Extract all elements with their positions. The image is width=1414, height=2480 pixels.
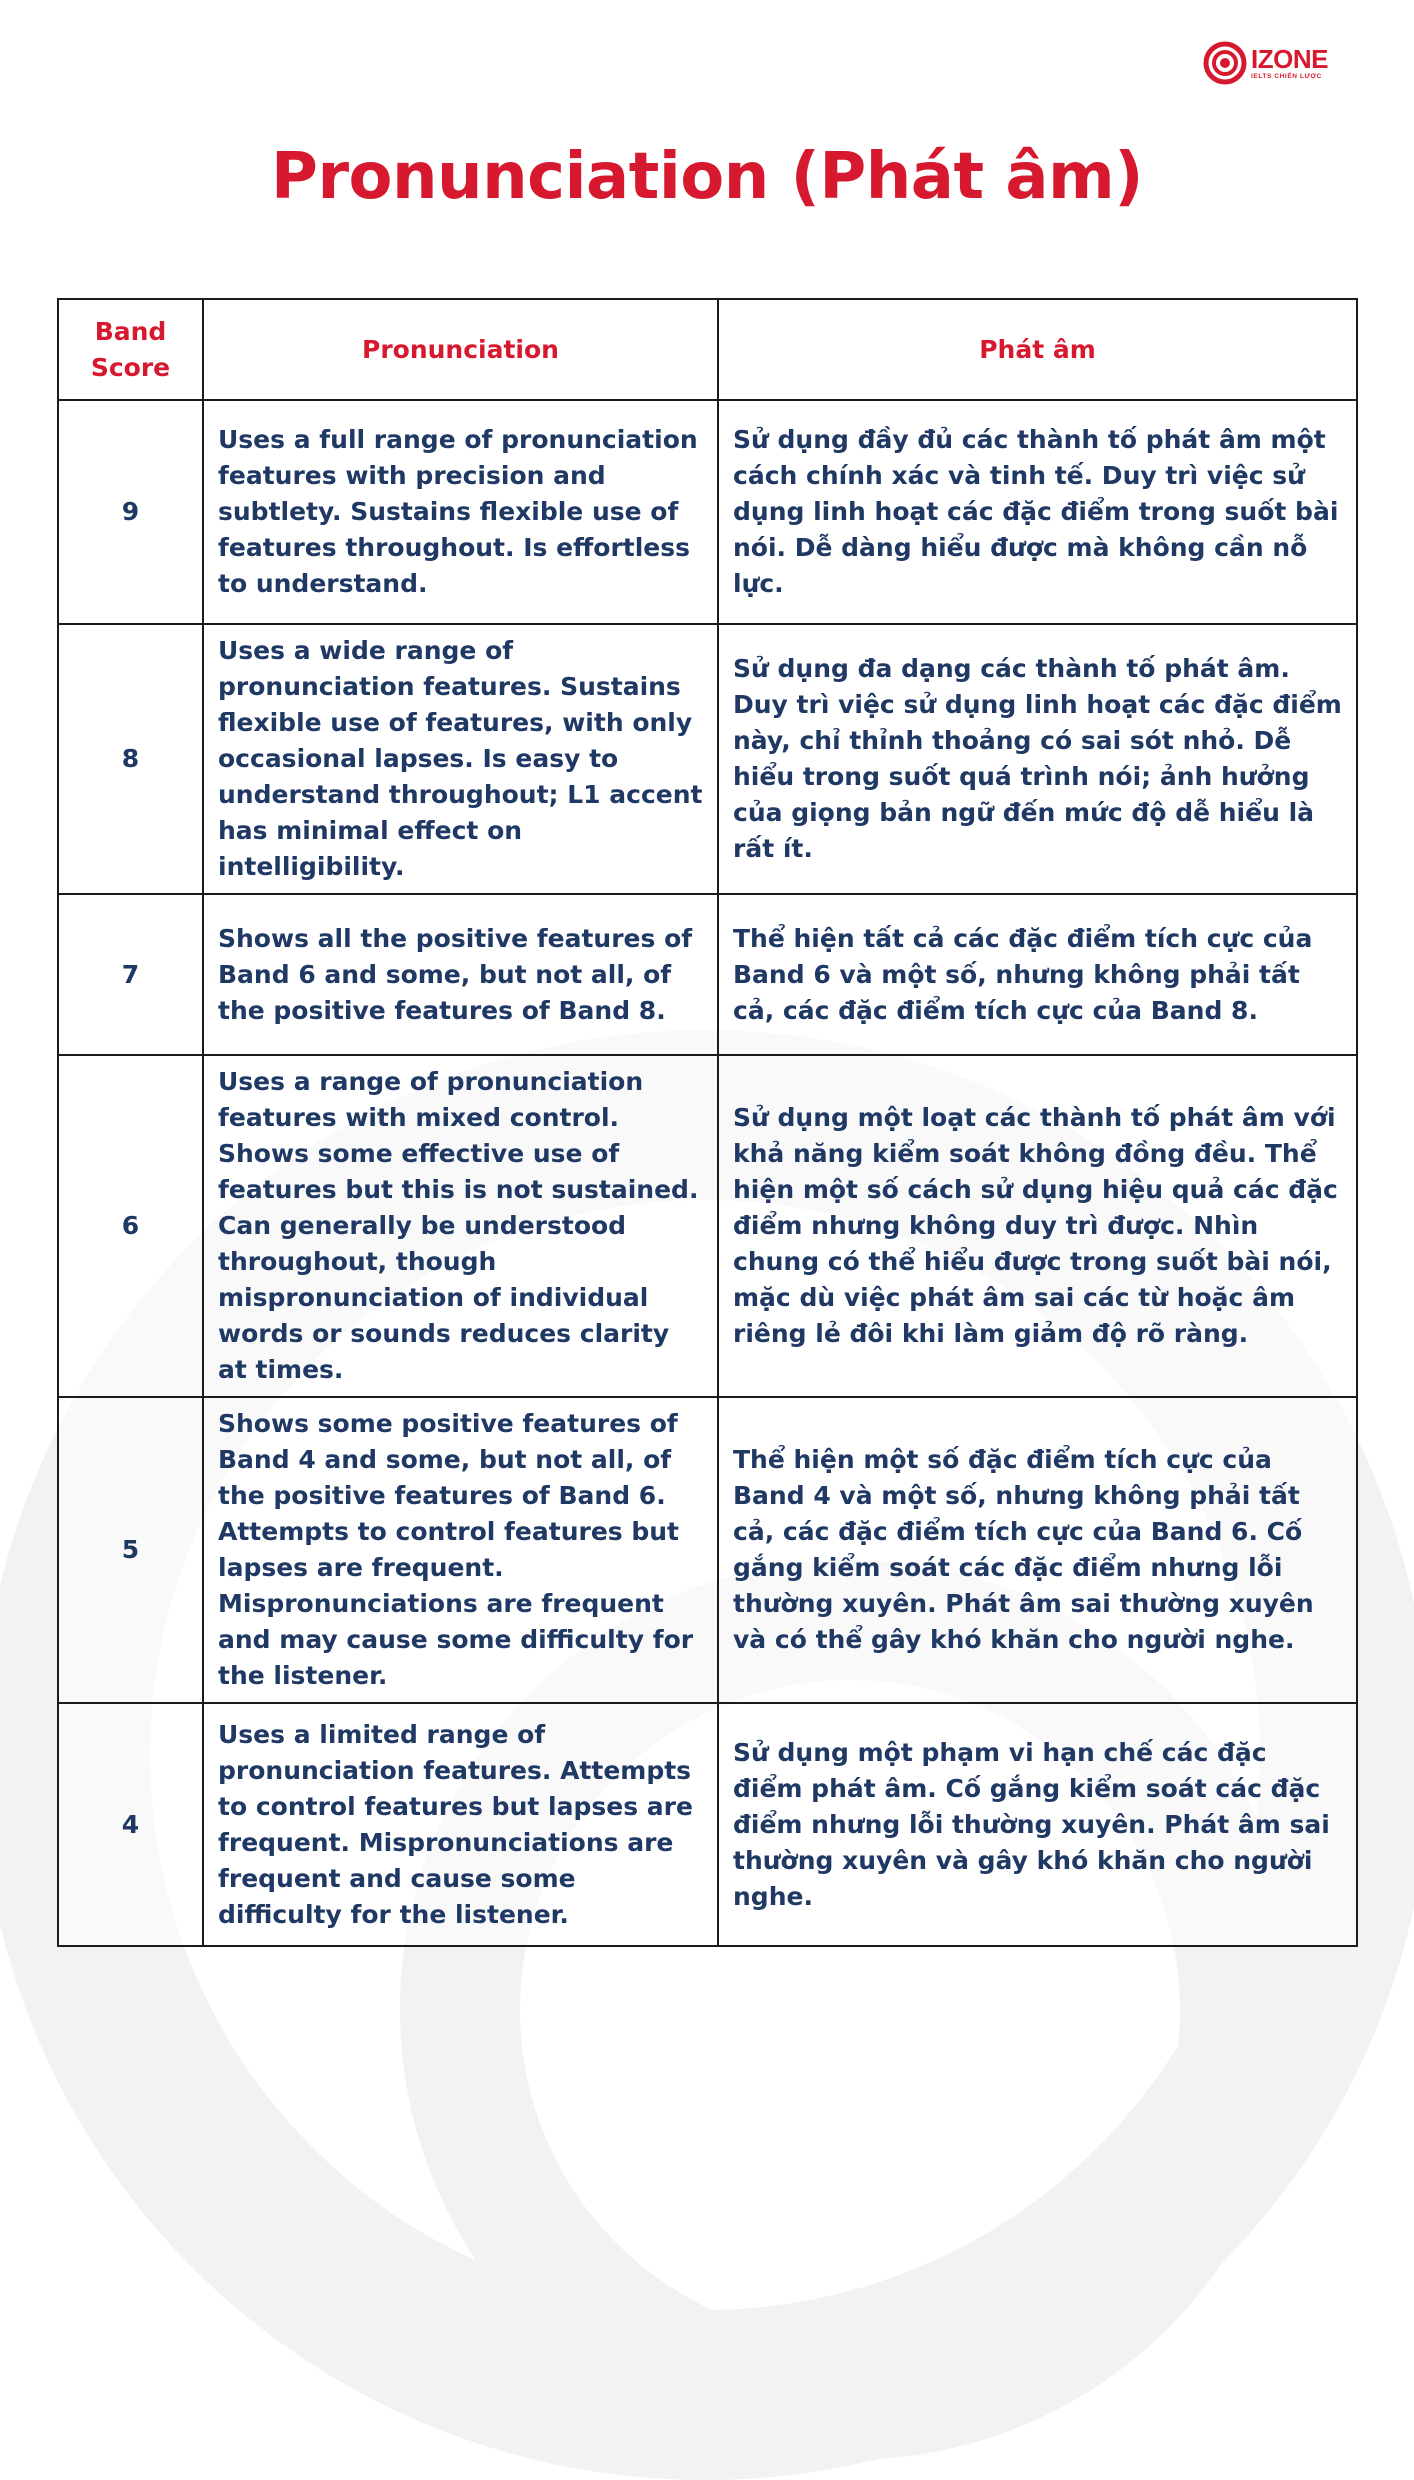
target-logo-icon — [1203, 41, 1247, 85]
izone-logo — [1203, 38, 1343, 88]
header-pronunciation: Pronunciation — [203, 299, 718, 400]
band-score-cell: 9 — [58, 400, 203, 624]
table-row — [58, 894, 1357, 1055]
band-score-cell: 7 — [58, 894, 203, 1055]
vietnamese-descriptor-cell: Sử dụng đầy đủ các thành tố phát âm một cách chính xác và tinh tế. Duy trì việc sử dụng linh hoạt các đặc điểm trong suốt bài nói. Dễ dàng hiểu được mà không cần nỗ lực. — [718, 400, 1357, 624]
band-score-cell: 6 — [58, 1055, 203, 1397]
vietnamese-descriptor-cell: Sử dụng một loạt các thành tố phát âm với khả năng kiểm soát không đồng đều. Thể hiện một số cách sử dụng hiệu quả các đặc điểm nhưng không duy trì được. Nhìn chung có thể hiểu được trong suốt bài nói, mặc dù việc phát âm sai các từ hoặc âm riêng lẻ đôi khi làm giảm độ rõ ràng. — [718, 1055, 1357, 1397]
header-band-score: Band Score — [58, 299, 203, 400]
band-score-cell: 4 — [58, 1703, 203, 1946]
table-row — [58, 1703, 1357, 1946]
vietnamese-descriptor-cell: Thể hiện tất cả các đặc điểm tích cực của Band 6 và một số, nhưng không phải tất cả, các đặc điểm tích cực của Band 8. — [718, 894, 1357, 1055]
table-row — [58, 400, 1357, 624]
header-phat-am: Phát âm — [718, 299, 1357, 400]
vietnamese-descriptor-cell: Thể hiện một số đặc điểm tích cực của Band 4 và một số, nhưng không phải tất cả, các đặc điểm tích cực của Band 6. Cố gắng kiểm soát các đặc điểm nhưng lỗi thường xuyên. Phát âm sai thường xuyên và có thể gây khó khăn cho người nghe. — [718, 1397, 1357, 1703]
page-title: Pronunciation (Phát âm) — [271, 140, 1143, 214]
table-row — [58, 1055, 1357, 1397]
table-row — [58, 624, 1357, 894]
english-descriptor-cell: Uses a wide range of pronunciation features. Sustains flexible use of features, with only occasional lapses. Is easy to understand throughout; L1 accent has minimal effect on intelligibility. — [203, 624, 718, 894]
table-header-row — [58, 299, 1357, 400]
logo-name: IZONE — [1251, 43, 1328, 74]
band-score-cell: 5 — [58, 1397, 203, 1703]
logo-tagline: IELTS CHIẾN LƯỢC — [1251, 72, 1322, 80]
vietnamese-descriptor-cell: Sử dụng đa dạng các thành tố phát âm. Duy trì việc sử dụng linh hoạt các đặc điểm này, chỉ thỉnh thoảng có sai sót nhỏ. Dễ hiểu trong suốt quá trình nói; ảnh hưởng của giọng bản ngữ đến mức độ dễ hiểu là rất ít. — [718, 624, 1357, 894]
band-descriptor-table — [57, 298, 1358, 1947]
table-row — [58, 1397, 1357, 1703]
english-descriptor-cell: Uses a full range of pronunciation features with precision and subtlety. Sustains flexible use of features throughout. Is effortless to understand. — [203, 400, 718, 624]
english-descriptor-cell: Uses a range of pronunciation features with mixed control. Shows some effective use of features but this is not sustained. Can generally be understood throughout, though mispronunciation of individual words or sounds reduces clarity at times. — [203, 1055, 718, 1397]
vietnamese-descriptor-cell: Sử dụng một phạm vi hạn chế các đặc điểm phát âm. Cố gắng kiểm soát các đặc điểm nhưng lỗi thường xuyên. Phát âm sai thường xuyên và gây khó khăn cho người nghe. — [718, 1703, 1357, 1946]
english-descriptor-cell: Uses a limited range of pronunciation features. Attempts to control features but lapses are frequent. Mispronunciations are frequent and cause some difficulty for the listener. — [203, 1703, 718, 1946]
english-descriptor-cell: Shows some positive features of Band 4 and some, but not all, of the positive features of Band 6. Attempts to control features but lapses are frequent. Mispronunciations are frequent and may cause some difficulty for the listener. — [203, 1397, 718, 1703]
band-score-cell: 8 — [58, 624, 203, 894]
english-descriptor-cell: Shows all the positive features of Band 6 and some, but not all, of the positive features of Band 8. — [203, 894, 718, 1055]
